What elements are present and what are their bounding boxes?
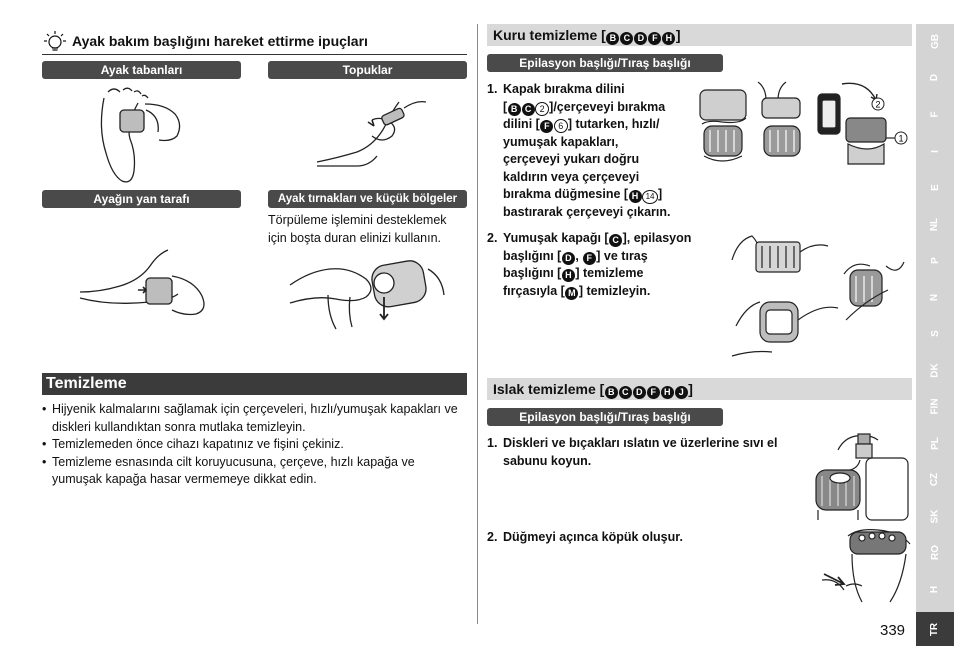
badge: D — [633, 386, 646, 399]
foot-side-illustration — [78, 248, 228, 318]
tips-heading — [42, 30, 467, 55]
dry-step1-illustration — [696, 78, 910, 170]
toenail-note: Törpüleme işlemini desteklemek için boşta duran elinizi kullanın. — [268, 213, 447, 245]
badge: F — [648, 32, 661, 45]
badge: B — [606, 32, 619, 45]
lang-tab-gb[interactable]: GB — [929, 33, 941, 49]
lang-tab-sk[interactable]: SK — [929, 509, 941, 523]
page-number: 339 — [880, 622, 906, 639]
badge: B — [605, 386, 618, 399]
lang-tab-n[interactable]: N — [929, 293, 941, 301]
wet-cleaning-title: Islak temizleme [ B C D F H J ] — [487, 378, 912, 400]
tip-label-heels: Topuklar — [268, 61, 467, 79]
callout-label: 2 — [875, 99, 881, 110]
dry-subbar: Epilasyon başlığı/Tıraş başlığı — [487, 54, 723, 72]
foot-sole-illustration — [90, 84, 190, 184]
list-item: • Hijyenik kalmalarını sağlamak için çerçeveleri, hızlı/yumuşak kapakları ve diskleri kullandıktan sonra mutlaka temizleyin. — [42, 401, 467, 436]
badge: H — [662, 32, 675, 45]
cleaning-bullets — [42, 401, 467, 489]
badge: F — [647, 386, 660, 399]
lang-tab-fin[interactable]: FIN — [929, 397, 941, 415]
badge: J — [675, 386, 688, 399]
lang-tab-nl[interactable]: NL — [929, 217, 941, 231]
badge: D — [634, 32, 647, 45]
callout-label: 1 — [898, 133, 904, 144]
lang-tab-pl[interactable]: PL — [929, 436, 941, 450]
lang-tab-s[interactable]: S — [929, 329, 941, 337]
lang-tab-d[interactable]: D — [929, 73, 941, 81]
lang-tab-dk[interactable]: DK — [929, 362, 941, 378]
wet-step2-illustration — [818, 526, 914, 606]
lightbulb-icon — [42, 30, 68, 52]
lang-tab-p[interactable]: P — [929, 256, 941, 264]
cleaning-title: Temizleme — [42, 373, 467, 395]
lang-tab-i[interactable]: I — [929, 149, 941, 153]
toenail-illustration — [288, 255, 448, 335]
tip-label-toenails: Ayak tırnakları ve küçük bölgeler — [268, 190, 467, 208]
tip-label-side: Ayağın yan tarafı — [42, 190, 241, 208]
column-divider — [477, 24, 478, 624]
list-item: • Temizlemeden önce cihazı kapatınız ve fişini çekiniz. — [42, 436, 467, 454]
dry-cleaning-title: Kuru temizleme [ B C D F H ] — [487, 24, 912, 46]
lang-tab-h[interactable]: H — [929, 585, 941, 593]
lang-tab-f[interactable]: F — [929, 110, 941, 118]
badge: H — [661, 386, 674, 399]
lang-tab-ro[interactable]: RO — [929, 544, 941, 560]
badge: C — [620, 32, 633, 45]
lang-tab-cz[interactable]: CZ — [929, 472, 941, 486]
tips-title: Ayak bakım başlığını hareket ettirme ipuçları — [72, 33, 368, 49]
lang-tab-tr[interactable]: TR — [916, 612, 954, 646]
wet-subbar: Epilasyon başlığı/Tıraş başlığı — [487, 408, 723, 426]
badge: C — [619, 386, 632, 399]
wet-step1-illustration — [808, 430, 912, 522]
language-sidebar — [916, 24, 954, 646]
lang-tab-e[interactable]: E — [929, 183, 941, 191]
tip-label-soles: Ayak tabanları — [42, 61, 241, 79]
dry-step2-illustration — [726, 230, 910, 358]
foot-heel-illustration — [312, 90, 432, 170]
list-item: • Temizleme esnasında cilt koruyucusuna, çerçeve, hızlı kapağa ve yumuşak kapağa hasar vermemeye dikkat edin. — [42, 454, 467, 489]
